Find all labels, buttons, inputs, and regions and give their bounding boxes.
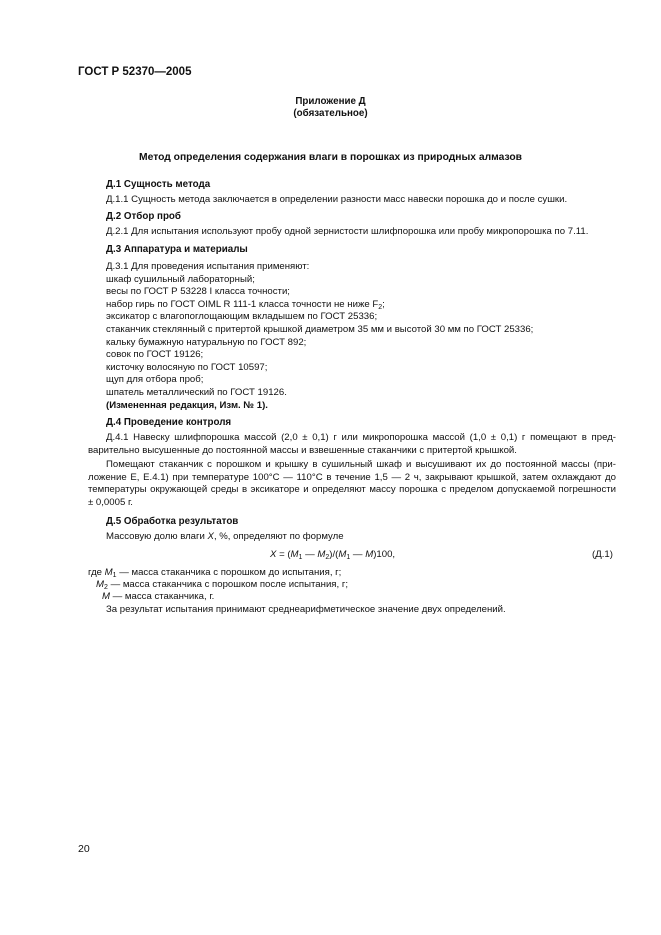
section-d3-list [106,261,533,412]
text-line: Д.4.1 Навеску шлифпорошка массой (2,0 ± 0,1) г или микропорошка массой (1,0 ± 0,1) г помещают в пред- [106,432,616,443]
definition-m1: где $M_1$ — масса стаканчика с порошком до испытания, г; [88,567,342,579]
definition-m: M — масса стаканчика, г. [102,591,215,602]
appendix-status: (обязательное) [293,108,368,119]
section-d5-intro: Массовую долю влаги X, %, определяют по формуле [106,531,344,542]
section-d4-p1 [88,432,616,457]
d3-intro: Д.3.1 Для проведения испытания применяют: [106,261,310,272]
section-d1-heading: Д.1 Сущность метода [106,179,211,190]
section-d4-p2 [88,459,616,509]
method-title: Метод определения содержания влаги в порошках из природных алмазов [139,152,522,163]
document-code: ГОСТ Р 52370—2005 [78,66,192,78]
list-item: эксикатор с влагопоглощающим вкладышем по ГОСТ 25336; [106,311,378,323]
text-line: ± 0,0005 г. [88,496,133,508]
page-number: 20 [78,843,90,855]
section-d3-heading: Д.3 Аппаратура и материалы [106,244,248,255]
section-d4-heading: Д.4 Проведение контроля [106,417,232,428]
revision-note: (Измененная редакция, Изм. № 1). [106,399,268,411]
text-line: температуры окружающей среды в эксикаторе и определяют массу порошка с пределом допускаемой погрешности [88,484,616,496]
definition-m2: $M_2$ — масса стаканчика с порошком после испытания, г; [96,579,348,591]
list-item: шкаф сушильный лабораторный; [106,273,255,285]
text-line: ложение Е, Е.4.1) при температуре 100°С — 110°С в течение 1,5 — 2 ч, закрывают крышкой, затем охлаждают до [88,471,616,483]
list-item: кисточку волосяную по ГОСТ 10597; [106,361,268,373]
section-d2-text: Д.2.1 Для испытания используют пробу одной зернистости шлифпорошка или пробу микропорошка по 7.11. [106,226,589,237]
text-line: Помещают стаканчик с порошком и крышку в сушильный шкаф и высушивают их до постоянной массы (при- [106,459,616,470]
list-item: кальку бумажную натуральную по ГОСТ 892; [106,336,307,348]
result-statement: За результат испытания принимают среднеарифметическое значение двух определений. [106,604,506,615]
list-item: совок по ГОСТ 19126; [106,349,204,361]
text-line: варительно высушенные до постоянной массы и взвешенные стаканчики с притертой крышкой. [88,444,517,456]
section-d5-heading: Д.5 Обработка результатов [106,516,239,527]
formula-d1: $X = (M_1$ — $M_2)/(M_1$ — M)100, [270,549,396,561]
list-item: шпатель металлический по ГОСТ 19126. [106,386,287,398]
section-d2-heading: Д.2 Отбор проб [106,211,181,222]
formula-number: (Д.1) [592,549,613,560]
list-item: набор гирь по ГОСТ OIML R 111-1 класса точности не ниже $F_2$; [106,298,385,311]
appendix-title: Приложение Д [295,96,366,107]
list-item: щуп для отбора проб; [106,374,204,386]
list-item: стаканчик стеклянный с притертой крышкой диаметром 35 мм и высотой 30 мм по ГОСТ 25336; [106,323,534,335]
list-item: весы по ГОСТ Р 53228 I класса точности; [106,286,290,298]
section-d1-text: Д.1.1 Сущность метода заключается в определении разности масс навески порошка до и после сушки. [106,194,568,205]
